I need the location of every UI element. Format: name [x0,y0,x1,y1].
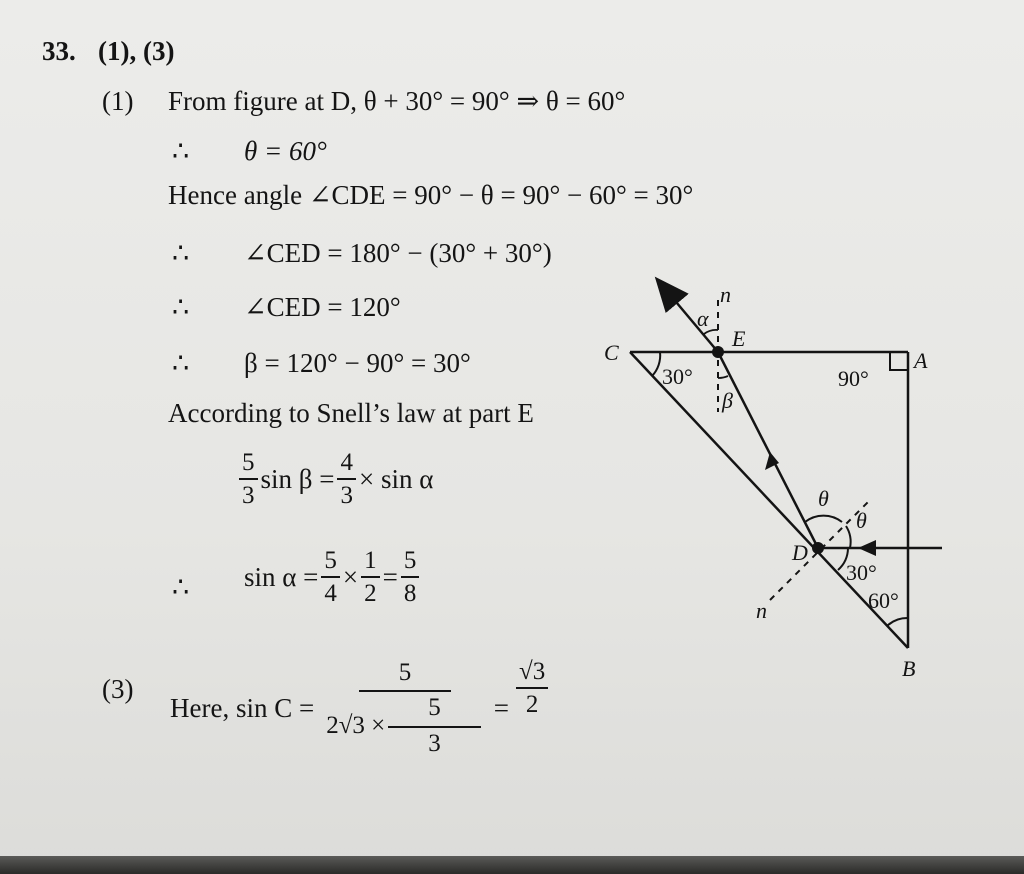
beta-arc [718,376,728,378]
triangle-side-cb [630,352,908,648]
part1-line5: ∠CED = 120° [244,292,401,322]
therefore-symbol-1: ∴ [172,136,190,166]
part1-line1: From figure at D, θ + 30° = 90° ⇒ θ = 60° [168,86,626,116]
part3-lhs: Here, sin C = [170,692,315,723]
label-angle-b: 60° [868,588,899,613]
part1-line4: ∠CED = 180° − (30° + 30°) [244,238,552,268]
theta-arc-2 [846,526,851,548]
part3-main-fraction: 5 2√3 × $\frac{5}{3}$ [323,660,487,757]
label-theta-1: θ [818,486,829,511]
angle-arc-b [887,618,908,626]
emergent-ray [666,290,718,352]
label-normal-top: n [720,282,731,307]
result-times: × [342,562,359,593]
result-fraction-1: $\frac{5}{4}$ [321,548,340,608]
label-angle-a: 90° [838,366,869,391]
snell-rhs-fraction: $\frac{4}{3}$ [337,450,356,510]
label-a: A [914,348,928,373]
label-angle-c: 30° [662,364,693,389]
label-b: B [902,656,916,681]
label-e: E [732,326,746,351]
snell-lhs-function: sin β = [260,464,335,495]
question-number: 33. [42,36,76,66]
snell-lhs-fraction: $\frac{5}{3}$ [239,450,258,510]
theta-arc-1 [805,516,842,522]
right-angle-marker [890,352,908,370]
snell-rhs-function: × sin α [358,464,434,495]
angle-arc-c [652,352,660,376]
part1-label: (1) [102,86,134,116]
point-d-dot [812,542,824,554]
label-normal-bottom: n [756,598,767,623]
label-angle-d-incidence: 30° [846,560,877,585]
part1-line7: According to Snell’s law at part E [168,398,534,428]
part3-den-prefix: 2√3 × [326,711,386,739]
part3-answer-fraction: $\frac{√3}{2}$ [516,659,548,719]
therefore-symbol-5: ∴ [172,572,190,602]
label-alpha: α [697,306,709,331]
therefore-symbol-4: ∴ [172,348,190,378]
label-c: C [604,340,619,365]
part3-equals: = [493,692,510,723]
incident-ray-arrow [858,540,876,556]
refracted-ray-de [718,352,818,548]
therefore-symbol-3: ∴ [172,292,190,322]
result-lhs: sin α = [244,562,319,593]
part1-line6: β = 120° − 90° = 30° [244,348,471,378]
result-fraction-3: $\frac{5}{8}$ [401,548,420,608]
result-fraction-2: $\frac{1}{2}$ [361,548,380,608]
question-answer: (1), (3) [98,36,175,66]
label-d: D [792,540,808,565]
label-theta-2: θ [856,508,867,533]
part1-line2: θ = 60° [244,136,327,166]
part1-line3: Hence angle ∠CDE = 90° − θ = 90° − 60° = 30° [168,180,694,210]
label-beta: β [722,388,733,413]
page-bottom-edge [0,856,1024,874]
therefore-symbol-2: ∴ [172,238,190,268]
part3-den-subfraction: $\frac{5}{3}$ [388,695,481,757]
result-equals: = [382,562,398,593]
part3-label: (3) [102,674,134,704]
point-e-dot [712,346,724,358]
